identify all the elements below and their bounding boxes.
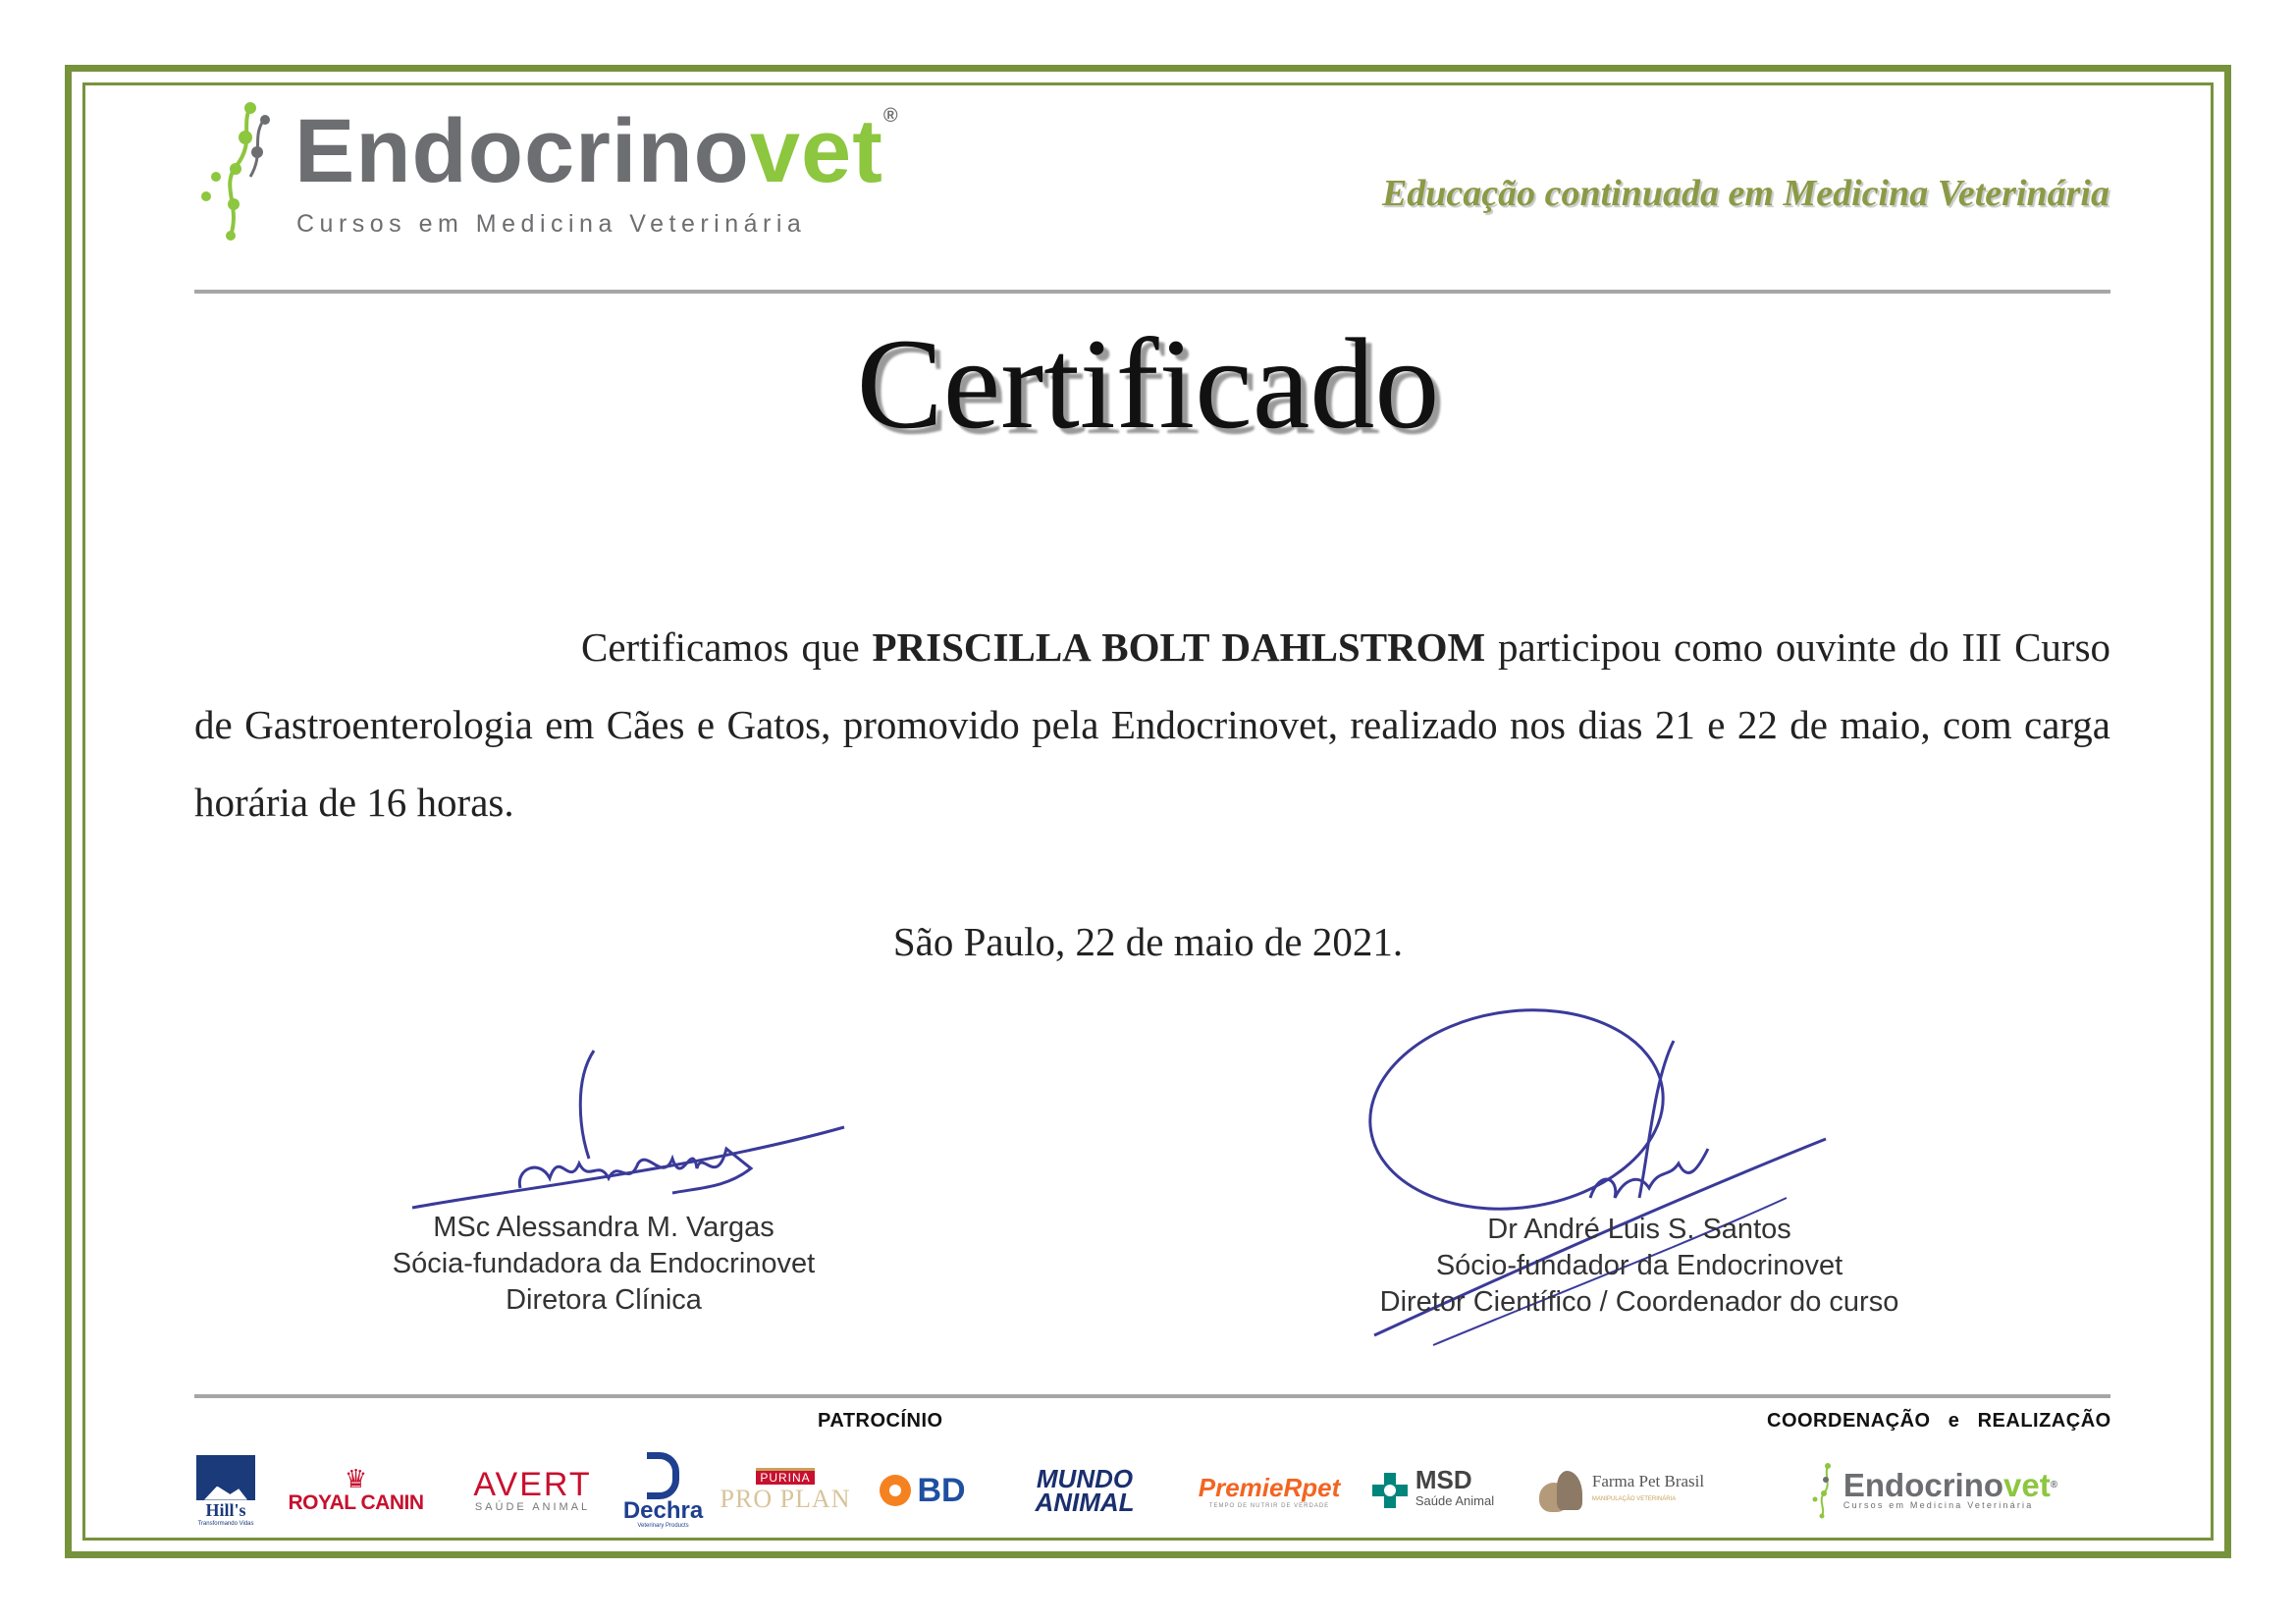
animals-icon (1535, 1465, 1586, 1516)
sponsor-royal-canin-name: ROYAL CANIN (288, 1491, 424, 1514)
certificate-title: Certificado (856, 311, 1440, 456)
signature-2-name: Dr André Luis S. Santos (1487, 1214, 1791, 1245)
body-intro: Certificamos que (581, 624, 860, 670)
sponsor-mundo-animal-name: MUNDO (1036, 1464, 1134, 1493)
sponsor-farma-pet-tagline: MANIPULAÇÃO VETERINÁRIA (1591, 1496, 1677, 1502)
sponsor-msd-tagline: Saúde Animal (1415, 1493, 1495, 1508)
organizer-name-part1: Endocrino (1842, 1467, 2004, 1503)
sponsor-royal-canin-logo (285, 1451, 427, 1530)
endocrinovet-logo (196, 98, 899, 255)
sponsor-purina-tagline: PRO PLAN (720, 1484, 851, 1513)
sponsorship-label: PATROCÍNIO (818, 1410, 943, 1432)
sponsor-hills-name: Hill's (205, 1499, 246, 1520)
sponsor-purina-name: PURINA (756, 1468, 814, 1485)
sponsor-premierpet-logo (1196, 1451, 1343, 1530)
sponsor-premierpet-tagline: TEMPO DE NUTRIR DE VERDADE (1208, 1502, 1330, 1509)
certificate-body (194, 609, 2110, 841)
organizer-name-part2: vet (2003, 1467, 2051, 1503)
crown-icon: ♛ (344, 1464, 368, 1493)
signature-1-name: MSc Alessandra M. Vargas (433, 1212, 774, 1243)
sponsor-msd-name: MSD (1415, 1465, 1472, 1494)
signature-1-title: Diretora Clínica (506, 1284, 702, 1316)
sponsor-dechra-name: Dechra (622, 1497, 704, 1524)
signature-1-role: Sócia-fundadora da Endocrinovet (392, 1248, 816, 1279)
organizer-subtitle: Cursos em Medicina Veterinária (1842, 1500, 2034, 1510)
signature-2-role: Sócio-fundador da Endocrinovet (1435, 1250, 1843, 1281)
sponsor-msd-logo (1360, 1451, 1507, 1530)
header-tagline: Educação continuada em Medicina Veterinária (1381, 173, 2109, 214)
signature-2-title: Diretor Científico / Coordenador do curso (1379, 1286, 1899, 1318)
logo-name-part1: Endocrino (294, 101, 750, 201)
sponsor-hills-tagline: Transformando Vidas (197, 1520, 254, 1527)
organizer-name (1842, 1467, 2058, 1503)
bd-sun-icon (880, 1475, 911, 1506)
logo-name-part2: vet (749, 101, 883, 201)
signature-1-block (388, 1210, 820, 1319)
logo-subtitle: Cursos em Medicina Veterinária (296, 210, 807, 238)
sponsor-avert-name: AVERT (473, 1466, 592, 1503)
signature-1-scribble (402, 1041, 854, 1218)
coordination-label (1767, 1410, 2111, 1433)
sponsor-farma-pet-name: Farma Pet Brasil (1591, 1472, 1705, 1490)
sponsor-mundo-animal-logo (1011, 1451, 1158, 1530)
organizer-registered: ® (2050, 1480, 2058, 1490)
signature-2-block (1364, 1212, 1914, 1321)
participant-name: PRISCILLA BOLT DAHLSTROM (872, 624, 1486, 670)
coordination-text: COORDENAÇÃO (1767, 1410, 1931, 1432)
sponsor-avert-tagline: SAÚDE ANIMAL (474, 1501, 591, 1513)
realization-text: REALIZAÇÃO (1977, 1410, 2111, 1432)
sponsor-purina-logo (721, 1451, 849, 1530)
sponsor-premierpet-name: PremieRpet (1198, 1472, 1341, 1502)
organizer-endocrinovet-logo (1796, 1451, 2071, 1530)
header-divider (194, 290, 2110, 294)
molecule-icon (196, 98, 285, 245)
sponsor-bd-logo (869, 1451, 977, 1530)
logo-wordmark (294, 101, 899, 201)
dechra-d-icon (647, 1452, 679, 1499)
organizer-molecule-icon (1810, 1462, 1840, 1519)
sponsor-dechra-tagline: Veterinary Products (637, 1523, 689, 1529)
place-date: São Paulo, 22 de maio de 2021. (892, 919, 1404, 964)
sponsor-bd-name: BD (917, 1471, 966, 1509)
sponsor-dechra-logo (616, 1451, 710, 1530)
registered-mark: ® (882, 105, 899, 127)
sponsor-hills-logo (191, 1451, 260, 1530)
sponsor-mundo-animal-tagline: ANIMAL (1035, 1488, 1135, 1517)
body-text: participou como ouvinte do III Curso de Gastroenterologia em Cães e Gatos, promovido pela Endocrinovet, realizado nos dias 21 e 22 de maio, com carga horária de 16 horas. (194, 624, 2111, 825)
sponsor-avert-logo (461, 1451, 604, 1530)
msd-emblem-icon (1372, 1473, 1408, 1508)
coordination-join: e (1948, 1410, 1960, 1432)
footer-divider (194, 1394, 2110, 1398)
sponsor-farma-pet-logo (1531, 1451, 1708, 1530)
